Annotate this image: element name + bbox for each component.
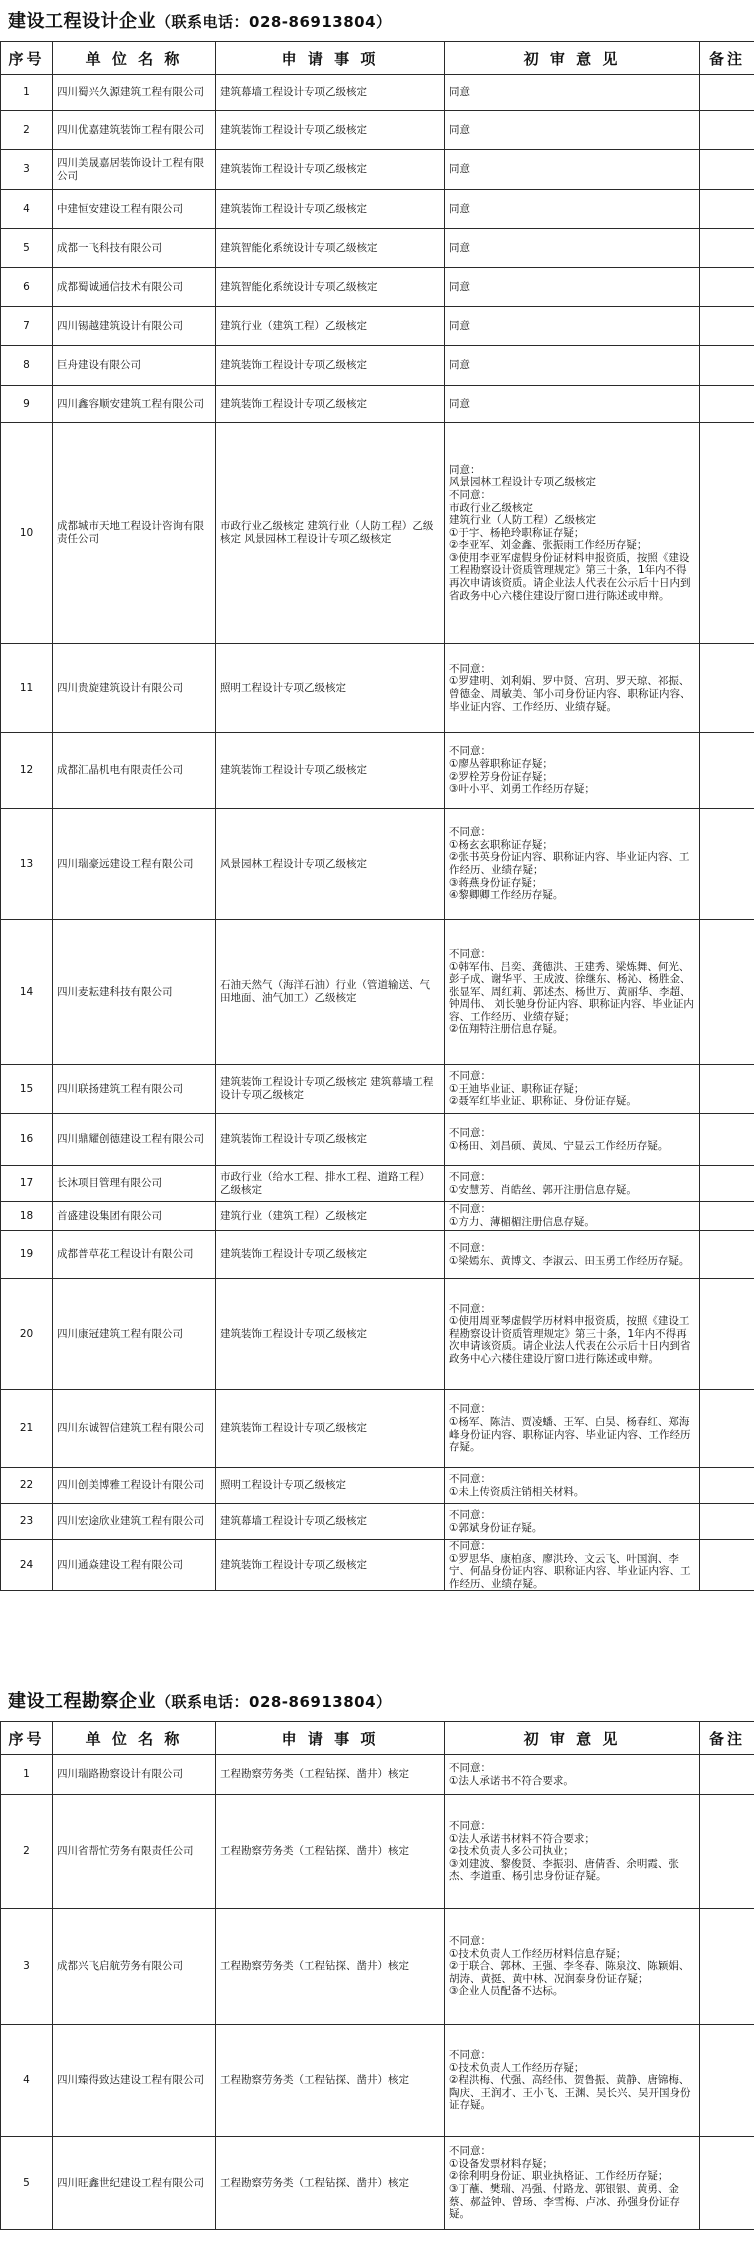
- row-number: 11: [1, 644, 53, 733]
- company-name: 成都汇晶机电有限责任公司: [53, 733, 216, 809]
- remark: [700, 307, 754, 346]
- row-number: 19: [1, 1231, 53, 1279]
- remark: [700, 268, 754, 307]
- row-number: 20: [1, 1279, 53, 1390]
- row-number: 3: [1, 150, 53, 190]
- application-item: 建筑装饰工程设计专项乙级核定: [216, 386, 445, 423]
- survey-table-group: [0, 1721, 754, 2230]
- remark: [700, 229, 754, 268]
- remark: [700, 1909, 754, 2025]
- company-name: 中建恒安建设工程有限公司: [53, 190, 216, 229]
- row-number: 3: [1, 1909, 53, 2025]
- company-name: 四川优嘉建筑装饰工程有限公司: [53, 111, 216, 150]
- table-row: [1, 386, 754, 423]
- row-number: 7: [1, 307, 53, 346]
- design-section-title: 建设工程设计企业（联系电话：028-86913804）: [8, 11, 392, 32]
- remark: [700, 2025, 754, 2137]
- table-row: [1, 307, 754, 346]
- review-opinion: 不同意： ①法人承诺书不符合要求。: [445, 1755, 700, 1795]
- row-number: 16: [1, 1114, 53, 1166]
- review-opinion: 不同意： ①技术负责人工作经历存疑； ②程洪梅、代强、高经伟、贺鲁振、黄静、唐锦梅、陶庆、王润才、王小飞、王渊、吴长兴、吴开国身份证存疑。: [445, 2025, 700, 2137]
- review-opinion: 同意: [445, 229, 700, 268]
- review-opinion: 同意: [445, 307, 700, 346]
- table-row: [1, 1540, 754, 1591]
- remark: [700, 1065, 754, 1114]
- row-number: 1: [1, 1755, 53, 1795]
- row-number: 5: [1, 2137, 53, 2230]
- table-row: [1, 1231, 754, 1279]
- row-number: 15: [1, 1065, 53, 1114]
- remark: [700, 75, 754, 111]
- application-item: 建筑智能化系统设计专项乙级核定: [216, 229, 445, 268]
- row-number: 9: [1, 386, 53, 423]
- application-item: 石油天然气（海洋石油）行业（管道输送、气田地面、油气加工）乙级核定: [216, 920, 445, 1065]
- company-name: 四川省帮忙劳务有限责任公司: [53, 1795, 216, 1909]
- company-name: 长沐项目管理有限公司: [53, 1166, 216, 1202]
- table-row: [1, 1755, 754, 1795]
- review-opinion: 不同意： ①未上传资质注销相关材料。: [445, 1468, 700, 1504]
- company-name: 四川麦耘建科技有限公司: [53, 920, 216, 1065]
- company-name: 四川贵旋建筑设计有限公司: [53, 644, 216, 733]
- table-row: [1, 1166, 754, 1202]
- row-number: 2: [1, 111, 53, 150]
- row-number: 21: [1, 1390, 53, 1468]
- table-row: [1, 190, 754, 229]
- table-row: [1, 1114, 754, 1166]
- review-opinion: 同意: [445, 346, 700, 386]
- remark: [700, 2137, 754, 2230]
- header-no: 序号: [1, 1722, 53, 1755]
- header-opinion: 初 审 意 见: [445, 42, 700, 75]
- application-item: 工程勘察劳务类（工程钻探、凿井）核定: [216, 1795, 445, 1909]
- table-row: [1, 644, 754, 733]
- review-opinion: 不同意： ①王迪毕业证、职称证存疑； ②聂军红毕业证、职称证、身份证存疑。: [445, 1065, 700, 1114]
- header-remark: 备注: [700, 42, 754, 75]
- company-name: 成都普草花工程设计有限公司: [53, 1231, 216, 1279]
- table-row: [1, 229, 754, 268]
- remark: [700, 1279, 754, 1390]
- table-row: [1, 2137, 754, 2230]
- row-number: 13: [1, 809, 53, 920]
- survey-table: [0, 1721, 754, 2230]
- company-name: 四川东诚智信建筑工程有限公司: [53, 1390, 216, 1468]
- header-remark: 备注: [700, 1722, 754, 1755]
- company-name: 四川瑞豪远建设工程有限公司: [53, 809, 216, 920]
- company-name: 首盛建设集团有限公司: [53, 1202, 216, 1231]
- application-item: 建筑行业（建筑工程）乙级核定: [216, 1202, 445, 1231]
- review-opinion: 不同意： ①廖丛蓉职称证存疑； ②罗栓芳身份证存疑； ③叶小平、刘勇工作经历存疑；: [445, 733, 700, 809]
- design-table: [0, 41, 754, 1591]
- application-item: 建筑幕墙工程设计专项乙级核定: [216, 75, 445, 111]
- remark: [700, 1390, 754, 1468]
- table-row: [1, 268, 754, 307]
- remark: [700, 1468, 754, 1504]
- application-item: 建筑装饰工程设计专项乙级核定: [216, 733, 445, 809]
- table-row: [1, 1504, 754, 1540]
- row-number: 24: [1, 1540, 53, 1591]
- remark: [700, 1202, 754, 1231]
- remark: [700, 1504, 754, 1540]
- application-item: 工程勘察劳务类（工程钻探、凿井）核定: [216, 2025, 445, 2137]
- company-name: 四川瑞路勘察设计有限公司: [53, 1755, 216, 1795]
- row-number: 1: [1, 75, 53, 111]
- remark: [700, 386, 754, 423]
- review-opinion: 不同意： ①安慧芳、肖皓丝、郭开注册信息存疑。: [445, 1166, 700, 1202]
- remark: [700, 423, 754, 644]
- review-opinion: 不同意： ①技术负责人工作经历材料信息存疑； ②于联合、郭林、王强、李冬春、陈泉汶、陈颖娟、胡涛、黄挺、黄中林、况润泰身份证存疑； ③企业人员配备不达标。: [445, 1909, 700, 2025]
- review-opinion: 不同意： ①设备发票材料存疑； ②徐利明身份证、职业执格证、工作经历存疑； ③丁蘸、樊瑞、冯强、付路龙、郭银银、黄勇、金蔡、郝益钟、曾玚、李雪梅、卢冰、孙强身份证存疑。: [445, 2137, 700, 2230]
- application-item: 工程勘察劳务类（工程钻探、凿井）核定: [216, 1755, 445, 1795]
- application-item: 工程勘察劳务类（工程钻探、凿井）核定: [216, 1909, 445, 2025]
- application-item: 建筑装饰工程设计专项乙级核定: [216, 190, 445, 229]
- remark: [700, 150, 754, 190]
- company-name: 成都兴飞启航劳务有限公司: [53, 1909, 216, 2025]
- application-item: 建筑幕墙工程设计专项乙级核定: [216, 1504, 445, 1540]
- application-item: 建筑装饰工程设计专项乙级核定: [216, 1540, 445, 1591]
- table-row: [1, 75, 754, 111]
- header-item: 申 请 事 项: [216, 42, 445, 75]
- company-name: 成都蜀诚通信技术有限公司: [53, 268, 216, 307]
- company-name: 四川通焱建设工程有限公司: [53, 1540, 216, 1591]
- row-number: 4: [1, 190, 53, 229]
- review-opinion: 不同意： ①罗思华、康柏彦、廖洪玲、文云飞、叶国润、李宁、何晶身份证内容、职称证内容、毕业证内容、工作经历、业绩存疑。: [445, 1540, 700, 1591]
- table-row: [1, 1065, 754, 1114]
- row-number: 6: [1, 268, 53, 307]
- table-header-row: [1, 42, 754, 75]
- remark: [700, 809, 754, 920]
- table-row: [1, 1202, 754, 1231]
- company-name: 四川联扬建筑工程有限公司: [53, 1065, 216, 1114]
- design-table-group: [0, 41, 754, 1591]
- review-opinion: 不同意： ①梁嫣东、黄博文、李淑云、田玉勇工作经历存疑。: [445, 1231, 700, 1279]
- review-opinion: 不同意： ①使用周亚琴虚假学历材料申报资质，按照《建设工程勘察设计资质管理规定》第三十条，1年内不得再次申请该资质。请企业法人代表在公示后十日内到省政务中心六楼住建设厅窗口进行陈述或申辩。: [445, 1279, 700, 1390]
- table-row: [1, 2025, 754, 2137]
- remark: [700, 1795, 754, 1909]
- header-opinion: 初 审 意 见: [445, 1722, 700, 1755]
- review-opinion: 不同意： ①郭斌身份证存疑。: [445, 1504, 700, 1540]
- header-company: 单 位 名 称: [53, 42, 216, 75]
- company-name: 四川鼎耀创德建设工程有限公司: [53, 1114, 216, 1166]
- row-number: 14: [1, 920, 53, 1065]
- table-row: [1, 1279, 754, 1390]
- table-row: [1, 150, 754, 190]
- company-name: 四川宏途欣业建筑工程有限公司: [53, 1504, 216, 1540]
- table-row: [1, 733, 754, 809]
- row-number: 10: [1, 423, 53, 644]
- application-item: 建筑装饰工程设计专项乙级核定 建筑幕墙工程设计专项乙级核定: [216, 1065, 445, 1114]
- application-item: 建筑装饰工程设计专项乙级核定: [216, 1390, 445, 1468]
- application-item: 建筑行业（建筑工程）乙级核定: [216, 307, 445, 346]
- review-opinion: 同意： 风景园林工程设计专项乙级核定 不同意： 市政行业乙级核定 建筑行业（人防工程）乙级核定 ①于宇、杨艳玲职称证存疑； ②李亚军、刘金鑫、张振雨工作经历存疑； ③使用李亚军虚假身份证材料申报资质，按照《建设工程勘察设计资质管理规定》第三十条，1年内不得再次申请该资质。请企业法人代表在公示后十日内到省政务中心六楼住建设厅窗口进行陈述或申辩。: [445, 423, 700, 644]
- company-name: 巨舟建设有限公司: [53, 346, 216, 386]
- application-item: 风景园林工程设计专项乙级核定: [216, 809, 445, 920]
- row-number: 17: [1, 1166, 53, 1202]
- application-item: 建筑装饰工程设计专项乙级核定: [216, 346, 445, 386]
- application-item: 建筑智能化系统设计专项乙级核定: [216, 268, 445, 307]
- survey-section-title: 建设工程勘察企业（联系电话：028-86913804）: [8, 1691, 392, 1712]
- table-row: [1, 809, 754, 920]
- row-number: 2: [1, 1795, 53, 1909]
- review-opinion: 同意: [445, 386, 700, 423]
- review-opinion: 同意: [445, 75, 700, 111]
- row-number: 12: [1, 733, 53, 809]
- table-row: [1, 920, 754, 1065]
- remark: [700, 346, 754, 386]
- remark: [700, 644, 754, 733]
- remark: [700, 920, 754, 1065]
- company-name: 四川臻得致达建设工程有限公司: [53, 2025, 216, 2137]
- remark: [700, 1231, 754, 1279]
- review-opinion: 不同意： ①杨田、刘昌硕、黄凤、宁显云工作经历存疑。: [445, 1114, 700, 1166]
- row-number: 22: [1, 1468, 53, 1504]
- company-name: 成都城市天地工程设计咨询有限责任公司: [53, 423, 216, 644]
- remark: [700, 1166, 754, 1202]
- review-opinion: 不同意： ①杨军、陈洁、贾凌蟠、王军、白昊、杨春红、郑海峰身份证内容、职称证内容、毕业证内容、工作经历存疑。: [445, 1390, 700, 1468]
- review-opinion: 不同意： ①法人承诺书材料不符合要求； ②技术负责人多公司执业； ③刘建波、黎俊贤、李振羽、唐倩香、余明霞、张杰、李道重、杨引忠身份证存疑。: [445, 1795, 700, 1909]
- remark: [700, 1540, 754, 1591]
- application-item: 照明工程设计专项乙级核定: [216, 644, 445, 733]
- table-row: [1, 346, 754, 386]
- company-name: 四川康冠建筑工程有限公司: [53, 1279, 216, 1390]
- review-opinion: 同意: [445, 111, 700, 150]
- remark: [700, 1755, 754, 1795]
- remark: [700, 1114, 754, 1166]
- header-no: 序号: [1, 42, 53, 75]
- table-row: [1, 1795, 754, 1909]
- company-name: 四川锡越建筑设计有限公司: [53, 307, 216, 346]
- application-item: 照明工程设计专项乙级核定: [216, 1468, 445, 1504]
- table-header-row: [1, 1722, 754, 1755]
- row-number: 5: [1, 229, 53, 268]
- company-name: 四川美晟嘉居装饰设计工程有限公司: [53, 150, 216, 190]
- review-opinion: 不同意： ①罗建明、刘利娟、罗中贤、宫玥、罗天琼、祁振、曾德金、周敏美、邹小司身份证内容、职称证内容、毕业证内容、工作经历、业绩存疑。: [445, 644, 700, 733]
- company-name: 四川鑫容顺安建筑工程有限公司: [53, 386, 216, 423]
- remark: [700, 111, 754, 150]
- review-opinion: 同意: [445, 190, 700, 229]
- review-opinion: 不同意： ①方力、薄楣楣注册信息存疑。: [445, 1202, 700, 1231]
- review-opinion: 不同意： ①杨玄玄职称证存疑； ②张书英身份证内容、职称证内容、毕业证内容、工作经历、业绩存疑； ③蒋燕身份证存疑； ④黎卿卿工作经历存疑。: [445, 809, 700, 920]
- application-item: 市政行业（给水工程、排水工程、道路工程）乙级核定: [216, 1166, 445, 1202]
- header-company: 单 位 名 称: [53, 1722, 216, 1755]
- row-number: 8: [1, 346, 53, 386]
- company-name: 四川蜀兴久源建筑工程有限公司: [53, 75, 216, 111]
- application-item: 建筑装饰工程设计专项乙级核定: [216, 111, 445, 150]
- table-row: [1, 423, 754, 644]
- remark: [700, 190, 754, 229]
- row-number: 4: [1, 2025, 53, 2137]
- review-opinion: 同意: [445, 150, 700, 190]
- company-name: 成都一飞科技有限公司: [53, 229, 216, 268]
- table-row: [1, 1909, 754, 2025]
- application-item: 建筑装饰工程设计专项乙级核定: [216, 150, 445, 190]
- review-opinion: 不同意： ①韩军伟、吕奕、龚德洪、王建秀、梁炼舞、何光、彭子成、谢华平、王成波、徐继东、杨沁、杨胜金、张显军、周红莉、郭述杰、杨世万、黄丽华、李超、钟周伟、 刘长驰身份证内容、职称证内容、毕业证内容、工作经历、业绩存疑； ②伍翔特注册信息存疑。: [445, 920, 700, 1065]
- row-number: 18: [1, 1202, 53, 1231]
- company-name: 四川创美博雅工程设计有限公司: [53, 1468, 216, 1504]
- review-opinion: 同意: [445, 268, 700, 307]
- application-item: 建筑装饰工程设计专项乙级核定: [216, 1231, 445, 1279]
- row-number: 23: [1, 1504, 53, 1540]
- company-name: 四川旺鑫世纪建设工程有限公司: [53, 2137, 216, 2230]
- application-item: 建筑装饰工程设计专项乙级核定: [216, 1279, 445, 1390]
- remark: [700, 733, 754, 809]
- table-row: [1, 1390, 754, 1468]
- application-item: 建筑装饰工程设计专项乙级核定: [216, 1114, 445, 1166]
- application-item: 工程勘察劳务类（工程钻探、凿井）核定: [216, 2137, 445, 2230]
- table-row: [1, 111, 754, 150]
- table-row: [1, 1468, 754, 1504]
- header-item: 申 请 事 项: [216, 1722, 445, 1755]
- application-item: 市政行业乙级核定 建筑行业（人防工程）乙级核定 风景园林工程设计专项乙级核定: [216, 423, 445, 644]
